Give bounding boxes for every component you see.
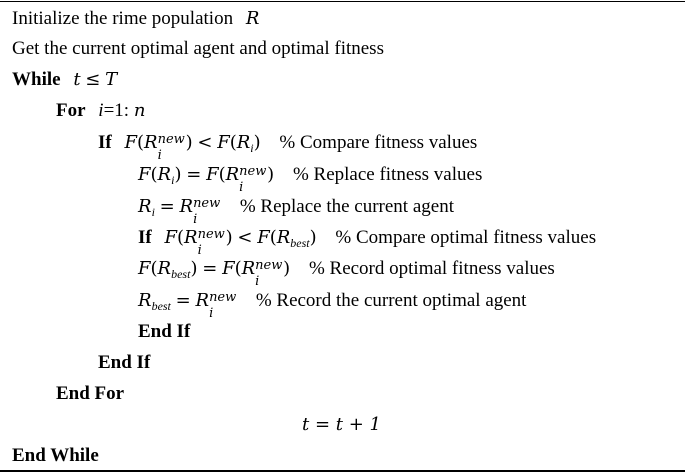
comment-compare-fitness: % Compare fitness values — [279, 132, 478, 153]
get-optimal-text: Get the current optimal agent and optimal fitness — [12, 38, 384, 59]
op-eq: = — [159, 196, 175, 217]
comment-replace-fitness: % Replace fitness values — [292, 164, 483, 185]
end-for-keyword: End For — [56, 383, 125, 404]
math-R: R — [225, 164, 240, 185]
top-rule — [0, 1, 685, 2]
math-F: F — [138, 258, 151, 279]
comment-record-agent: % Record the current optimal agent — [255, 290, 527, 311]
for-n: n — [133, 100, 146, 121]
while-op: ≤ — [85, 69, 101, 90]
for-range: =1: — [103, 100, 130, 121]
line-increment — [302, 410, 381, 440]
line-record-agent — [138, 286, 527, 321]
op-eq: = — [175, 290, 191, 311]
line-record-fitness: $F(R_{best}) = F(R$ new i ) % Record optimal fitness values — [138, 254, 555, 284]
while-keyword: While — [12, 69, 61, 90]
subsup — [255, 257, 283, 289]
op-eq: = — [186, 164, 202, 185]
math-F: F — [138, 164, 151, 185]
sub-i: i — [157, 147, 162, 163]
line-end-while — [12, 441, 99, 471]
op-lt: < — [237, 227, 253, 248]
sub-i: i — [151, 205, 155, 219]
math-R: R — [276, 227, 291, 248]
math-F: F — [257, 227, 270, 248]
end-if-outer-keyword: End If — [98, 352, 151, 373]
sub-i: i — [255, 273, 260, 289]
sup-new: new — [239, 163, 267, 179]
math-R: R — [138, 290, 152, 311]
line-while — [12, 65, 117, 95]
math-R: R — [184, 227, 198, 248]
sub-best: best — [171, 267, 191, 281]
comment-replace-agent: % Replace the current agent — [239, 196, 454, 217]
sup-new: new — [209, 289, 237, 305]
math-R: R — [241, 258, 256, 279]
sup-new: new — [193, 195, 221, 211]
bottom-rule — [0, 470, 685, 472]
line-end-if-inner — [138, 317, 190, 347]
if-keyword: If — [98, 132, 112, 153]
op-eq: = — [202, 258, 218, 279]
math-F: F — [124, 132, 137, 153]
math-R: R — [157, 258, 172, 279]
math-R: R — [144, 132, 158, 153]
sup-new: new — [255, 257, 283, 273]
sub-i: i — [239, 179, 244, 195]
end-while-keyword: End While — [12, 445, 99, 466]
inner-if-keyword: If — [138, 227, 152, 248]
for-var: i — [98, 100, 104, 121]
subsup — [157, 131, 186, 163]
math-F: F — [206, 164, 219, 185]
sub-best: best — [290, 236, 310, 250]
math-F: F — [217, 132, 230, 153]
math-F: F — [222, 258, 235, 279]
sup-new: new — [157, 131, 185, 147]
increment-expr: t = t + 1 — [302, 414, 381, 435]
math-R: R — [138, 196, 152, 217]
sub-i: i — [193, 211, 198, 227]
line-end-if-outer — [98, 348, 150, 378]
math-R: R — [236, 132, 251, 153]
math-R: R — [179, 196, 194, 217]
end-if-inner-keyword: End If — [138, 321, 191, 342]
sub-best: best — [151, 299, 171, 313]
subsup — [197, 226, 226, 258]
op-lt: < — [197, 132, 213, 153]
initialize-text: Initialize the rime population — [12, 8, 234, 29]
while-T: T — [105, 69, 118, 90]
subsup — [193, 195, 221, 227]
line-end-for — [56, 379, 124, 409]
for-keyword: For — [56, 100, 86, 121]
line-get-optimal — [12, 34, 384, 64]
subsup — [239, 163, 267, 195]
math-R: R — [157, 164, 172, 185]
population-var: R — [245, 8, 260, 29]
line-if-optimal: If F(R new i ) < $F(R_{best})$ % Compare optimal fitness values — [138, 223, 596, 253]
math-F: F — [164, 227, 177, 248]
sub-i: i — [171, 173, 175, 187]
line-for — [56, 96, 145, 126]
line-replace-agent — [138, 192, 454, 227]
sub-i: i — [250, 141, 254, 155]
line-initialize — [12, 4, 259, 34]
sub-i: i — [197, 242, 202, 258]
subsup — [209, 289, 237, 321]
math-R: R — [195, 290, 210, 311]
comment-record-fitness: % Record optimal fitness values — [308, 258, 555, 279]
sub-i: i — [209, 305, 214, 321]
while-t: t — [73, 69, 81, 90]
sup-new: new — [197, 226, 225, 242]
line-if-compare: If F(R new i ) < $F(R_i)$ % Compare fitness values — [98, 128, 477, 158]
line-replace-fitness: $F(R_i) = F(R$ new i ) % Replace fitness values — [138, 160, 482, 190]
comment-compare-optimal: % Compare optimal fitness values — [335, 227, 597, 248]
